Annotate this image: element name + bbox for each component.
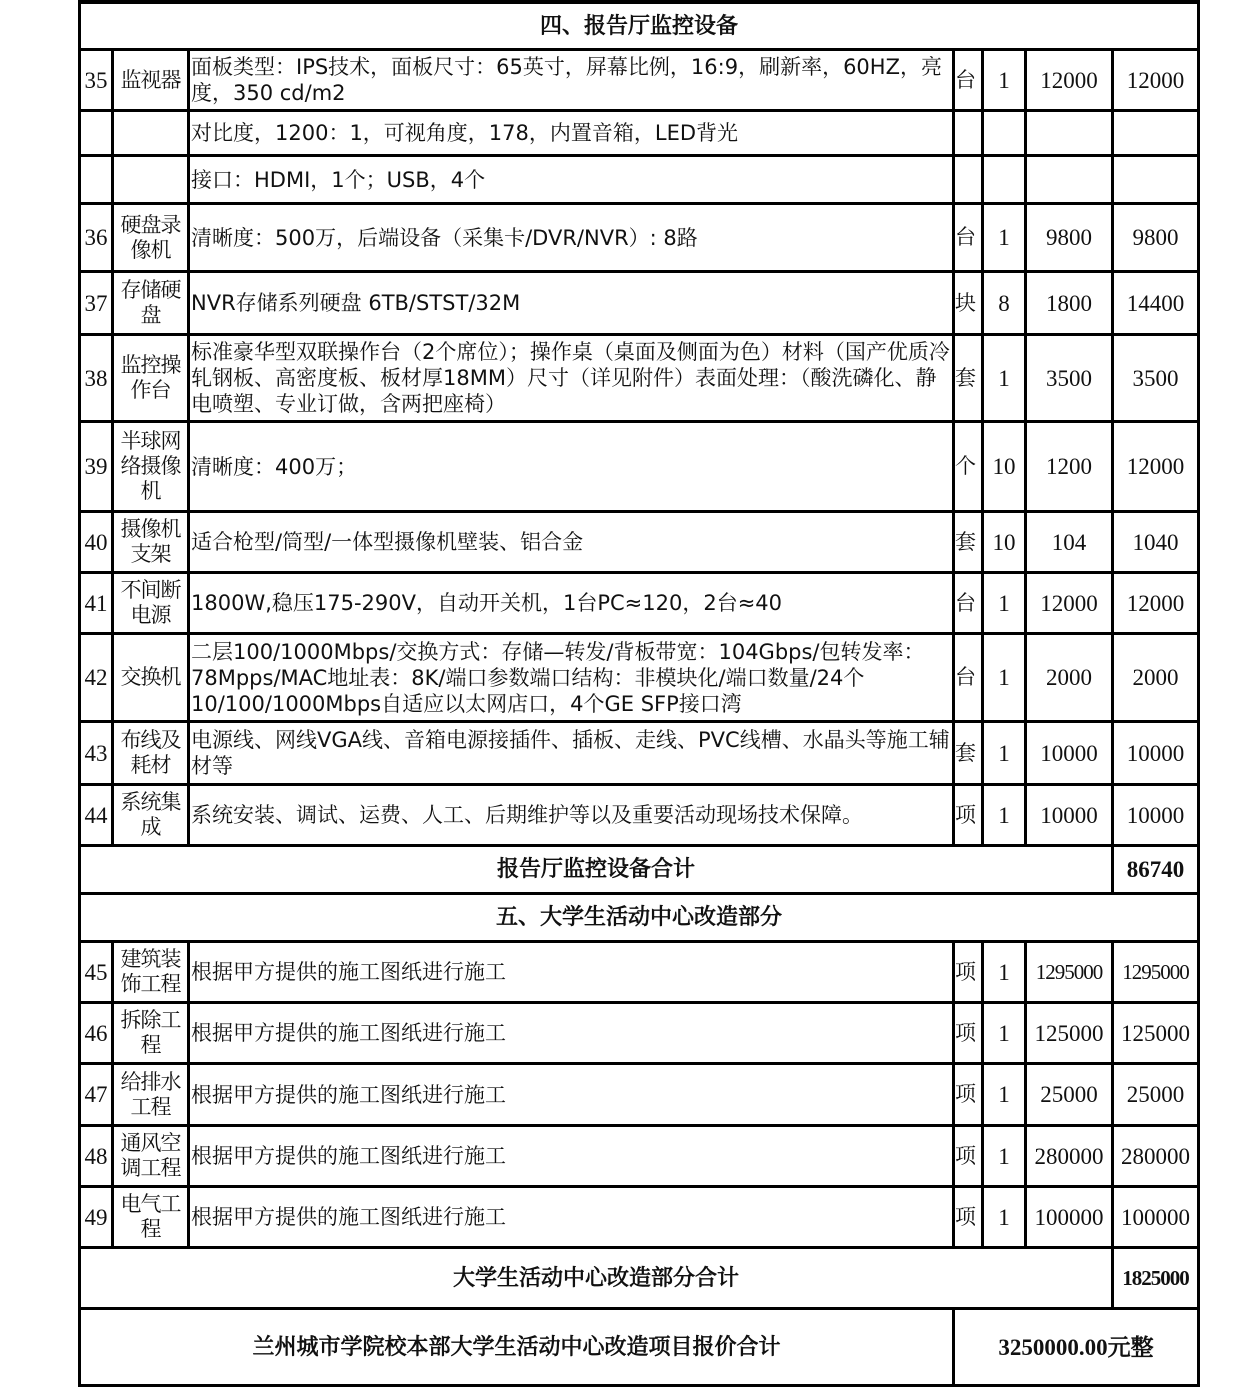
item-total [1114, 157, 1200, 205]
item-unit [955, 423, 984, 513]
item-description [190, 943, 955, 1004]
item-total-text: 12000 [1126, 67, 1185, 93]
subtotal-row-5 [78, 1249, 1200, 1310]
section-header-4 [78, 4, 1200, 51]
item-quantity [984, 336, 1027, 423]
item-number-text: 47 [84, 1082, 108, 1107]
item-description-text: 清晰度：400万； [191, 454, 358, 479]
item-unit [955, 1065, 984, 1127]
item-unit [955, 51, 984, 112]
item-description-text: 清晰度：500万，后端设备（采集卡/DVR/NVR）: 8路 [191, 225, 698, 250]
item-quantity [984, 51, 1027, 112]
item-name [114, 943, 190, 1004]
item-description-text: 二层100/1000Mbps/交换方式：存储—转发/背板带宽：104Gbps/包转发率：78Mpps/MAC地址表：8K/端口参数端口结构：非模块化/端口数量/24个10/100/1000Mbps自适应以太网店口，4个GE SFP接口湾 [191, 639, 925, 716]
item-total-text: 280000 [1121, 1143, 1190, 1169]
table-row [78, 1065, 1200, 1127]
grand-total-label [78, 1310, 955, 1387]
item-number-text: 48 [84, 1143, 108, 1169]
item-unit-price [1027, 423, 1114, 513]
item-quantity [984, 943, 1027, 1004]
item-quantity-text: 1 [998, 1020, 1010, 1046]
item-name-text: 半球网络摄像机 [120, 429, 181, 503]
table-row [78, 273, 1200, 336]
item-quantity-text: 10 [992, 529, 1016, 555]
item-total-text: 12000 [1126, 590, 1185, 616]
table-row [78, 943, 1200, 1004]
section-header-5 [78, 895, 1200, 943]
item-quantity-text: 1 [998, 365, 1010, 391]
item-name-text: 摄像机支架 [120, 517, 181, 566]
item-unit-price-text: 1295000 [1035, 959, 1103, 984]
item-description-text: 对比度，1200：1，可视角度，178，内置音箱，LED背光 [191, 121, 739, 145]
subtotal-label-4-text: 报告厅监控设备合计 [496, 857, 695, 882]
item-number-text: 43 [84, 740, 108, 766]
table-row [78, 786, 1200, 847]
item-quantity [984, 112, 1027, 157]
item-description [190, 1004, 955, 1065]
item-number [78, 157, 114, 205]
grand-total-value-text: 3250000.00元整 [998, 1334, 1154, 1360]
table-row [78, 513, 1200, 574]
item-quantity-text: 1 [998, 1204, 1010, 1230]
item-unit-price-text: 280000 [1034, 1143, 1104, 1169]
item-unit-text: 项 [955, 1020, 976, 1045]
item-unit-text: 项 [955, 1204, 976, 1229]
section-title-4-text: 四、报告厅监控设备 [539, 13, 738, 39]
item-quantity [984, 423, 1027, 513]
item-unit-price-text: 1800 [1046, 290, 1092, 316]
item-name-text: 交换机 [120, 665, 181, 689]
item-unit [955, 112, 984, 157]
table-row [78, 635, 1200, 723]
item-total-text: 2000 [1132, 665, 1179, 690]
item-unit-text: 套 [955, 740, 976, 765]
item-quantity [984, 1065, 1027, 1127]
item-name [114, 205, 190, 273]
item-unit-price [1027, 336, 1114, 423]
item-quantity [984, 1127, 1027, 1188]
item-quantity-text: 1 [998, 1143, 1010, 1169]
item-unit-text: 个 [955, 454, 976, 478]
table-row [78, 205, 1200, 273]
item-total-text: 10000 [1126, 802, 1185, 828]
subtotal-value-5 [1114, 1249, 1200, 1310]
item-name-text: 电气工程 [120, 1192, 181, 1241]
item-number-text: 36 [84, 225, 108, 250]
item-unit-price-text: 12000 [1040, 67, 1098, 93]
item-unit-text: 项 [955, 1082, 976, 1106]
item-unit-text: 台 [955, 225, 976, 249]
table-row [78, 574, 1200, 635]
item-total [1114, 723, 1200, 786]
item-unit-price [1027, 943, 1114, 1004]
item-unit-price-text: 1200 [1046, 454, 1092, 479]
item-number [78, 423, 114, 513]
item-unit-price-text: 12000 [1040, 590, 1098, 616]
item-unit-price-text: 10000 [1040, 740, 1098, 766]
item-number-text: 44 [84, 802, 108, 828]
item-unit-price-text: 100000 [1034, 1204, 1104, 1230]
item-total [1114, 1065, 1200, 1127]
item-name [114, 273, 190, 336]
item-number [78, 574, 114, 635]
item-name [114, 786, 190, 847]
item-quantity-text: 1 [998, 665, 1010, 690]
item-number [78, 336, 114, 423]
item-unit-price [1027, 51, 1114, 112]
item-quantity-text: 1 [998, 1082, 1010, 1107]
item-unit-price [1027, 157, 1114, 205]
item-number [78, 112, 114, 157]
item-unit [955, 635, 984, 723]
item-name [114, 157, 190, 205]
table-row [78, 157, 1200, 205]
item-total [1114, 205, 1200, 273]
item-description-text: 根据甲方提供的施工图纸进行施工 [191, 960, 506, 984]
item-number [78, 1127, 114, 1188]
item-unit-price [1027, 1004, 1114, 1065]
item-name-text: 拆除工程 [120, 1008, 181, 1057]
item-quantity [984, 1188, 1027, 1249]
item-description [190, 513, 955, 574]
item-quantity [984, 513, 1027, 574]
item-total-text: 125000 [1121, 1020, 1190, 1046]
item-name-text: 不间断电源 [120, 578, 181, 627]
item-unit-price-text: 104 [1051, 529, 1087, 555]
item-unit-text: 台 [955, 665, 976, 689]
item-total-text: 10000 [1126, 740, 1185, 766]
item-quantity [984, 723, 1027, 786]
item-unit-price-text: 3500 [1046, 365, 1092, 391]
item-quantity [984, 786, 1027, 847]
item-unit [955, 1127, 984, 1188]
item-number-text: 42 [84, 665, 108, 690]
item-description [190, 723, 955, 786]
item-unit-price [1027, 635, 1114, 723]
item-number-text: 49 [84, 1204, 108, 1230]
item-description [190, 574, 955, 635]
item-number-text: 41 [84, 590, 108, 616]
item-description [190, 51, 955, 112]
item-unit [955, 513, 984, 574]
item-unit-text: 套 [955, 529, 976, 554]
item-total [1114, 1127, 1200, 1188]
item-number-text: 39 [84, 454, 108, 479]
item-total [1114, 51, 1200, 112]
item-description-text: 根据甲方提供的施工图纸进行施工 [191, 1205, 506, 1229]
item-number [78, 51, 114, 112]
item-name [114, 723, 190, 786]
item-quantity [984, 157, 1027, 205]
item-quantity [984, 273, 1027, 336]
item-unit-text: 块 [955, 290, 976, 315]
item-name [114, 1004, 190, 1065]
item-name-text: 给排水工程 [120, 1069, 181, 1119]
section-title-4 [78, 4, 1200, 51]
item-number-text: 46 [84, 1020, 108, 1046]
subtotal-value-5-text: 1825000 [1122, 1265, 1189, 1290]
section-title-5-text: 五、大学生活动中心改造部分 [495, 905, 782, 930]
item-unit [955, 943, 984, 1004]
item-name [114, 51, 190, 112]
item-description [190, 423, 955, 513]
item-unit-price [1027, 1127, 1114, 1188]
table-row [78, 423, 1200, 513]
item-number [78, 1004, 114, 1065]
item-description [190, 635, 955, 723]
item-number [78, 513, 114, 574]
item-number [78, 943, 114, 1004]
item-number-text: 40 [84, 529, 108, 555]
item-unit-price [1027, 723, 1114, 786]
item-number-text: 35 [84, 67, 108, 93]
item-total [1114, 635, 1200, 723]
item-description-text: 适合枪型/筒型/一体型摄像机壁装、铝合金 [191, 530, 584, 554]
item-description-text: 电源线、网线VGA线、音箱电源接插件、插板、走线、PVC线槽、水晶头等施工辅材等 [191, 728, 950, 778]
item-quantity-text: 1 [998, 802, 1010, 828]
item-total [1114, 112, 1200, 157]
item-description-text: 1800W,稳压175-290V，自动开关机，1台PC≈120，2台≈40 [191, 591, 783, 615]
item-unit-price [1027, 574, 1114, 635]
item-description [190, 1065, 955, 1127]
table-row [78, 1127, 1200, 1188]
item-description [190, 1127, 955, 1188]
item-unit [955, 273, 984, 336]
item-quantity-text: 1 [998, 590, 1010, 616]
item-name-text: 通风空调工程 [120, 1131, 181, 1180]
item-total-text: 9800 [1132, 225, 1179, 250]
item-name [114, 112, 190, 157]
item-unit [955, 574, 984, 635]
item-total-text: 1040 [1132, 529, 1179, 555]
item-quantity-text: 1 [998, 225, 1010, 250]
item-description-text: 系统安装、调试、运费、人工、后期维护等以及重要活动现场技术保障。 [191, 803, 863, 827]
item-name [114, 635, 190, 723]
item-quantity-text: 1 [998, 67, 1010, 93]
item-name [114, 423, 190, 513]
item-number [78, 1188, 114, 1249]
item-unit-text: 套 [955, 365, 976, 390]
item-quantity [984, 635, 1027, 723]
item-total-text: 100000 [1121, 1204, 1190, 1230]
item-total [1114, 513, 1200, 574]
item-name-text: 布线及耗材 [120, 728, 181, 777]
item-name [114, 513, 190, 574]
item-number-text: 37 [84, 290, 108, 316]
item-name-text: 建筑装饰工程 [120, 947, 181, 996]
item-quantity-text: 1 [998, 740, 1010, 766]
item-total [1114, 423, 1200, 513]
item-name [114, 1188, 190, 1249]
item-unit-text: 项 [955, 802, 976, 827]
grand-total-row [78, 1310, 1200, 1387]
table-row [78, 112, 1200, 157]
item-number [78, 635, 114, 723]
item-description [190, 273, 955, 336]
item-quantity-text: 1 [998, 959, 1010, 985]
item-unit [955, 786, 984, 847]
item-description-text: 面板类型：IPS技术，面板尺寸：65英寸，屏幕比例，16:9，刷新率，60HZ，亮度，350 cd/m2 [191, 55, 942, 105]
item-total-text: 12000 [1126, 454, 1185, 479]
item-name [114, 1065, 190, 1127]
item-unit-price [1027, 1188, 1114, 1249]
item-unit [955, 205, 984, 273]
item-name [114, 336, 190, 423]
item-unit-price [1027, 273, 1114, 336]
item-name [114, 1127, 190, 1188]
grand-total-label-text: 兰州城市学院校本部大学生活动中心改造项目报价合计 [252, 1334, 781, 1360]
item-number [78, 1065, 114, 1127]
item-number [78, 723, 114, 786]
item-unit-price [1027, 513, 1114, 574]
item-unit [955, 1188, 984, 1249]
subtotal-label-4 [78, 847, 1114, 895]
item-total-text: 25000 [1126, 1082, 1185, 1107]
item-total [1114, 943, 1200, 1004]
item-description-text: 根据甲方提供的施工图纸进行施工 [191, 1021, 506, 1045]
item-quantity-text: 8 [998, 290, 1010, 316]
item-number [78, 205, 114, 273]
item-description [190, 786, 955, 847]
table-row [78, 1004, 1200, 1065]
grand-total-value [955, 1310, 1200, 1387]
item-description [190, 336, 955, 423]
subtotal-value-4 [1114, 847, 1200, 895]
item-unit-text: 台 [955, 67, 976, 92]
item-total [1114, 786, 1200, 847]
item-unit-price [1027, 205, 1114, 273]
item-description [190, 1188, 955, 1249]
subtotal-label-5-text: 大学生活动中心改造部分合计 [452, 1265, 739, 1291]
table-row [78, 723, 1200, 786]
item-unit-text: 项 [955, 959, 976, 984]
item-unit-price [1027, 112, 1114, 157]
item-total-text: 3500 [1132, 365, 1179, 391]
item-quantity [984, 1004, 1027, 1065]
item-description-text: 接口：HDMI，1个；USB，4个 [191, 167, 486, 192]
item-number [78, 273, 114, 336]
subtotal-value-4-text: 86740 [1126, 857, 1185, 882]
item-description-text: 根据甲方提供的施工图纸进行施工 [191, 1144, 506, 1168]
item-unit-price-text: 10000 [1040, 802, 1098, 828]
item-unit-price [1027, 1065, 1114, 1127]
item-description [190, 157, 955, 205]
item-description [190, 205, 955, 273]
item-unit-text: 台 [955, 590, 976, 615]
item-unit-price-text: 125000 [1034, 1020, 1104, 1046]
subtotal-label-5 [78, 1249, 1114, 1310]
item-name-text: 系统集成 [120, 790, 181, 839]
table-row [78, 1188, 1200, 1249]
item-total [1114, 574, 1200, 635]
item-total [1114, 336, 1200, 423]
item-number-text: 38 [84, 365, 108, 391]
item-name-text: 监视器 [120, 67, 181, 92]
item-unit [955, 1004, 984, 1065]
item-name [114, 574, 190, 635]
item-number-text: 45 [84, 959, 108, 985]
item-unit [955, 723, 984, 786]
item-unit-price [1027, 786, 1114, 847]
item-quantity [984, 205, 1027, 273]
item-total [1114, 273, 1200, 336]
item-total-text: 14400 [1126, 290, 1185, 316]
item-unit-price-text: 2000 [1046, 665, 1092, 690]
table-row [78, 336, 1200, 423]
section-title-5 [78, 895, 1200, 943]
table-row [78, 51, 1200, 112]
item-unit [955, 336, 984, 423]
item-unit [955, 157, 984, 205]
item-unit-price-text: 25000 [1040, 1082, 1098, 1107]
item-unit-price-text: 9800 [1046, 225, 1092, 250]
item-description-text: 根据甲方提供的施工图纸进行施工 [191, 1082, 506, 1107]
item-name-text: 硬盘录像机 [120, 212, 181, 262]
item-name-text: 监控操作台 [120, 353, 181, 402]
item-description-text: NVR存储系列硬盘 6TB/STST/32M [191, 291, 521, 315]
item-total [1114, 1004, 1200, 1065]
item-quantity [984, 574, 1027, 635]
item-total-text: 1295000 [1122, 959, 1189, 984]
item-unit-text: 项 [955, 1143, 976, 1168]
item-description [190, 112, 955, 157]
subtotal-row-4 [78, 847, 1200, 895]
item-quantity-text: 10 [992, 454, 1016, 479]
item-number [78, 786, 114, 847]
item-name-text: 存储硬盘 [120, 278, 181, 327]
item-total [1114, 1188, 1200, 1249]
item-description-text: 标准豪华型双联操作台（2个席位）；操作桌（桌面及侧面为色）材料（国产优质冷轧钢板、高密度板、板材厚18MM）尺寸（详见附件）表面处理：（酸洗磷化、静电喷塑、专业订做，含两把座椅） [191, 340, 950, 416]
